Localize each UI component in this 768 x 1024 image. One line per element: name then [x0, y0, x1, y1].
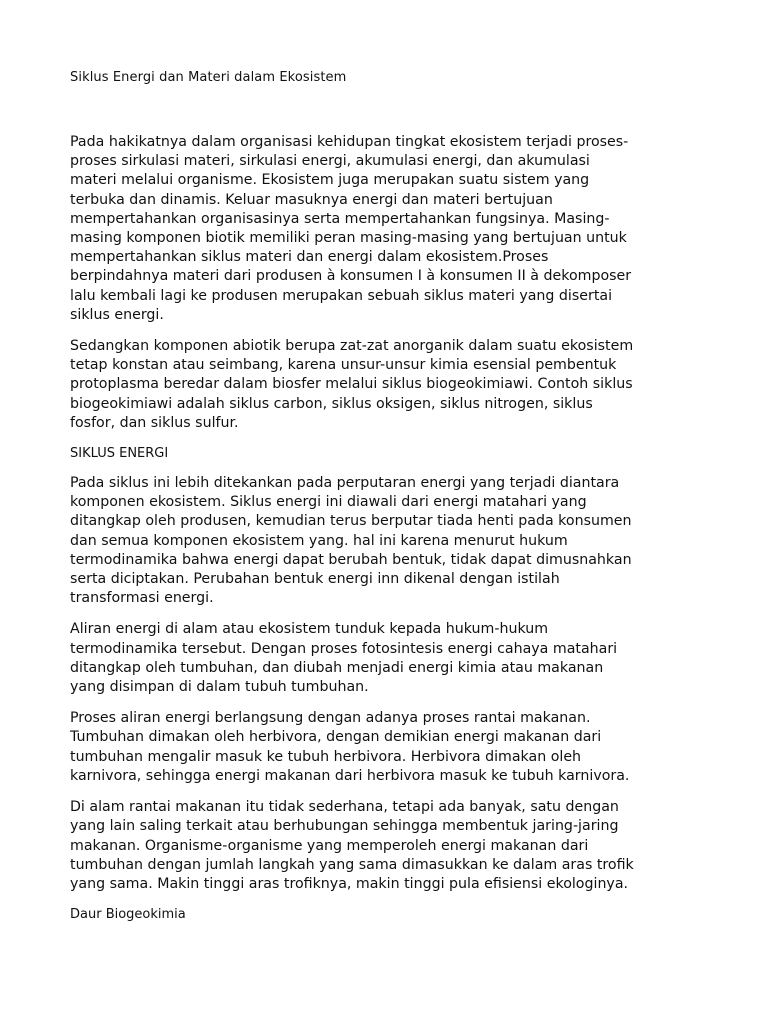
text-line: Proses aliran energi berlangsung dengan adanya proses rantai makanan.	[70, 710, 591, 727]
paragraph-intro	[70, 133, 702, 325]
document-title: Siklus Energi dan Materi dalam Ekosistem	[70, 70, 347, 85]
text-line: karnivora, sehingga energi makanan dari herbivora masuk ke tubuh karnivora.	[70, 767, 630, 784]
text-line: Aliran energi di alam atau ekosistem tunduk kepada hukum-hukum	[70, 621, 549, 638]
text-line: siklus energi.	[70, 306, 164, 323]
text-line: yang disimpan di dalam tubuh tumbuhan.	[70, 679, 369, 696]
text-line: Pada siklus ini lebih ditekankan pada perputaran energi yang terjadi diantara	[70, 475, 620, 492]
text-line: dan semua komponen ekosistem yang. hal ini karena menurut hukum	[70, 532, 568, 549]
text-line: protoplasma beredar dalam biosfer melalui siklus biogeokimiawi. Contoh siklus	[70, 376, 633, 393]
text-line: makanan. Organisme-organisme yang memperoleh energi makanan dari	[70, 837, 589, 854]
text-line: materi melalui organisme. Ekosistem juga merupakan suatu sistem yang	[70, 172, 590, 189]
text-line: tumbuhan mengalir masuk ke tubuh herbivora. Herbivora dimakan oleh	[70, 748, 582, 765]
text-line: termodinamika bahwa energi dapat berubah bentuk, tidak dapat dimusnahkan	[70, 551, 632, 568]
text-line: ditangkap oleh tumbuhan, dan diubah menjadi energi kimia atau makanan	[70, 659, 604, 676]
text-line: proses sirkulasi materi, sirkulasi energi, akumulasi energi, dan akumulasi	[70, 153, 590, 170]
text-line: tumbuhan dengan jumlah langkah yang sama dimasukkan ke dalam aras trofik	[70, 856, 634, 873]
text-line: komponen ekosistem. Siklus energi ini diawali dari energi matahari yang	[70, 494, 587, 511]
paragraph-energy-cycle	[70, 474, 702, 608]
text-line: Sedangkan komponen abiotik berupa zat-zat anorganik dalam suatu ekosistem	[70, 338, 634, 355]
text-line: yang lain saling terkait atau berhubungan sehingga membentuk jaring-jaring	[70, 818, 619, 835]
text-line: mempertahankan siklus materi dan energi dalam ekosistem.Proses	[70, 249, 549, 266]
text-line: serta diciptakan. Perubahan bentuk energi inn dikenal dengan istilah	[70, 571, 560, 588]
section-heading: SIKLUS ENERGI	[70, 446, 169, 462]
text-line: berpindahnya materi dari produsen à konsumen I à konsumen II à dekomposer	[70, 268, 632, 285]
text-line: lalu kembali lagi ke produsen merupakan sebuah siklus materi yang disertai	[70, 287, 613, 304]
document-body	[70, 133, 702, 924]
text-line: Pada hakikatnya dalam organisasi kehidupan tingkat ekosistem terjadi proses-	[70, 134, 629, 150]
text-line: fosfor, dan siklus sulfur.	[70, 414, 239, 431]
paragraph-energy-flow	[70, 620, 702, 697]
text-line: ditangkap oleh produsen, kemudian terus berputar tiada henti pada konsumen	[70, 513, 632, 530]
text-line: Di alam rantai makanan itu tidak sederhana, tetapi ada banyak, satu dengan	[70, 799, 619, 816]
text-line: transformasi energi.	[70, 590, 214, 607]
text-line: masing komponen biotik memiliki peran masing-masing yang bertujuan untuk	[70, 230, 627, 247]
paragraph-food-chain	[70, 709, 702, 786]
text-line: biogeokimiawi adalah siklus carbon, siklus oksigen, siklus nitrogen, siklus	[70, 395, 593, 412]
paragraph-food-web	[70, 798, 702, 894]
paragraph-abiotic	[70, 337, 702, 433]
text-line: mempertahankan organisasinya serta mempertahankan fungsinya. Masing-	[70, 210, 610, 227]
text-line: Tumbuhan dimakan oleh herbivora, dengan demikian energi makanan dari	[70, 729, 602, 746]
text-line: terbuka dan dinamis. Keluar masuknya energi dan materi bertujuan	[70, 191, 553, 208]
text-line: yang sama. Makin tinggi aras trofiknya, makin tinggi pula efisiensi ekologinya.	[70, 875, 629, 892]
footer-heading: Daur Biogeokimia	[70, 907, 186, 923]
text-line: termodinamika tersebut. Dengan proses fotosintesis energi cahaya matahari	[70, 640, 618, 657]
text-line: tetap konstan atau seimbang, karena unsur-unsur kimia esensial pembentuk	[70, 357, 617, 374]
